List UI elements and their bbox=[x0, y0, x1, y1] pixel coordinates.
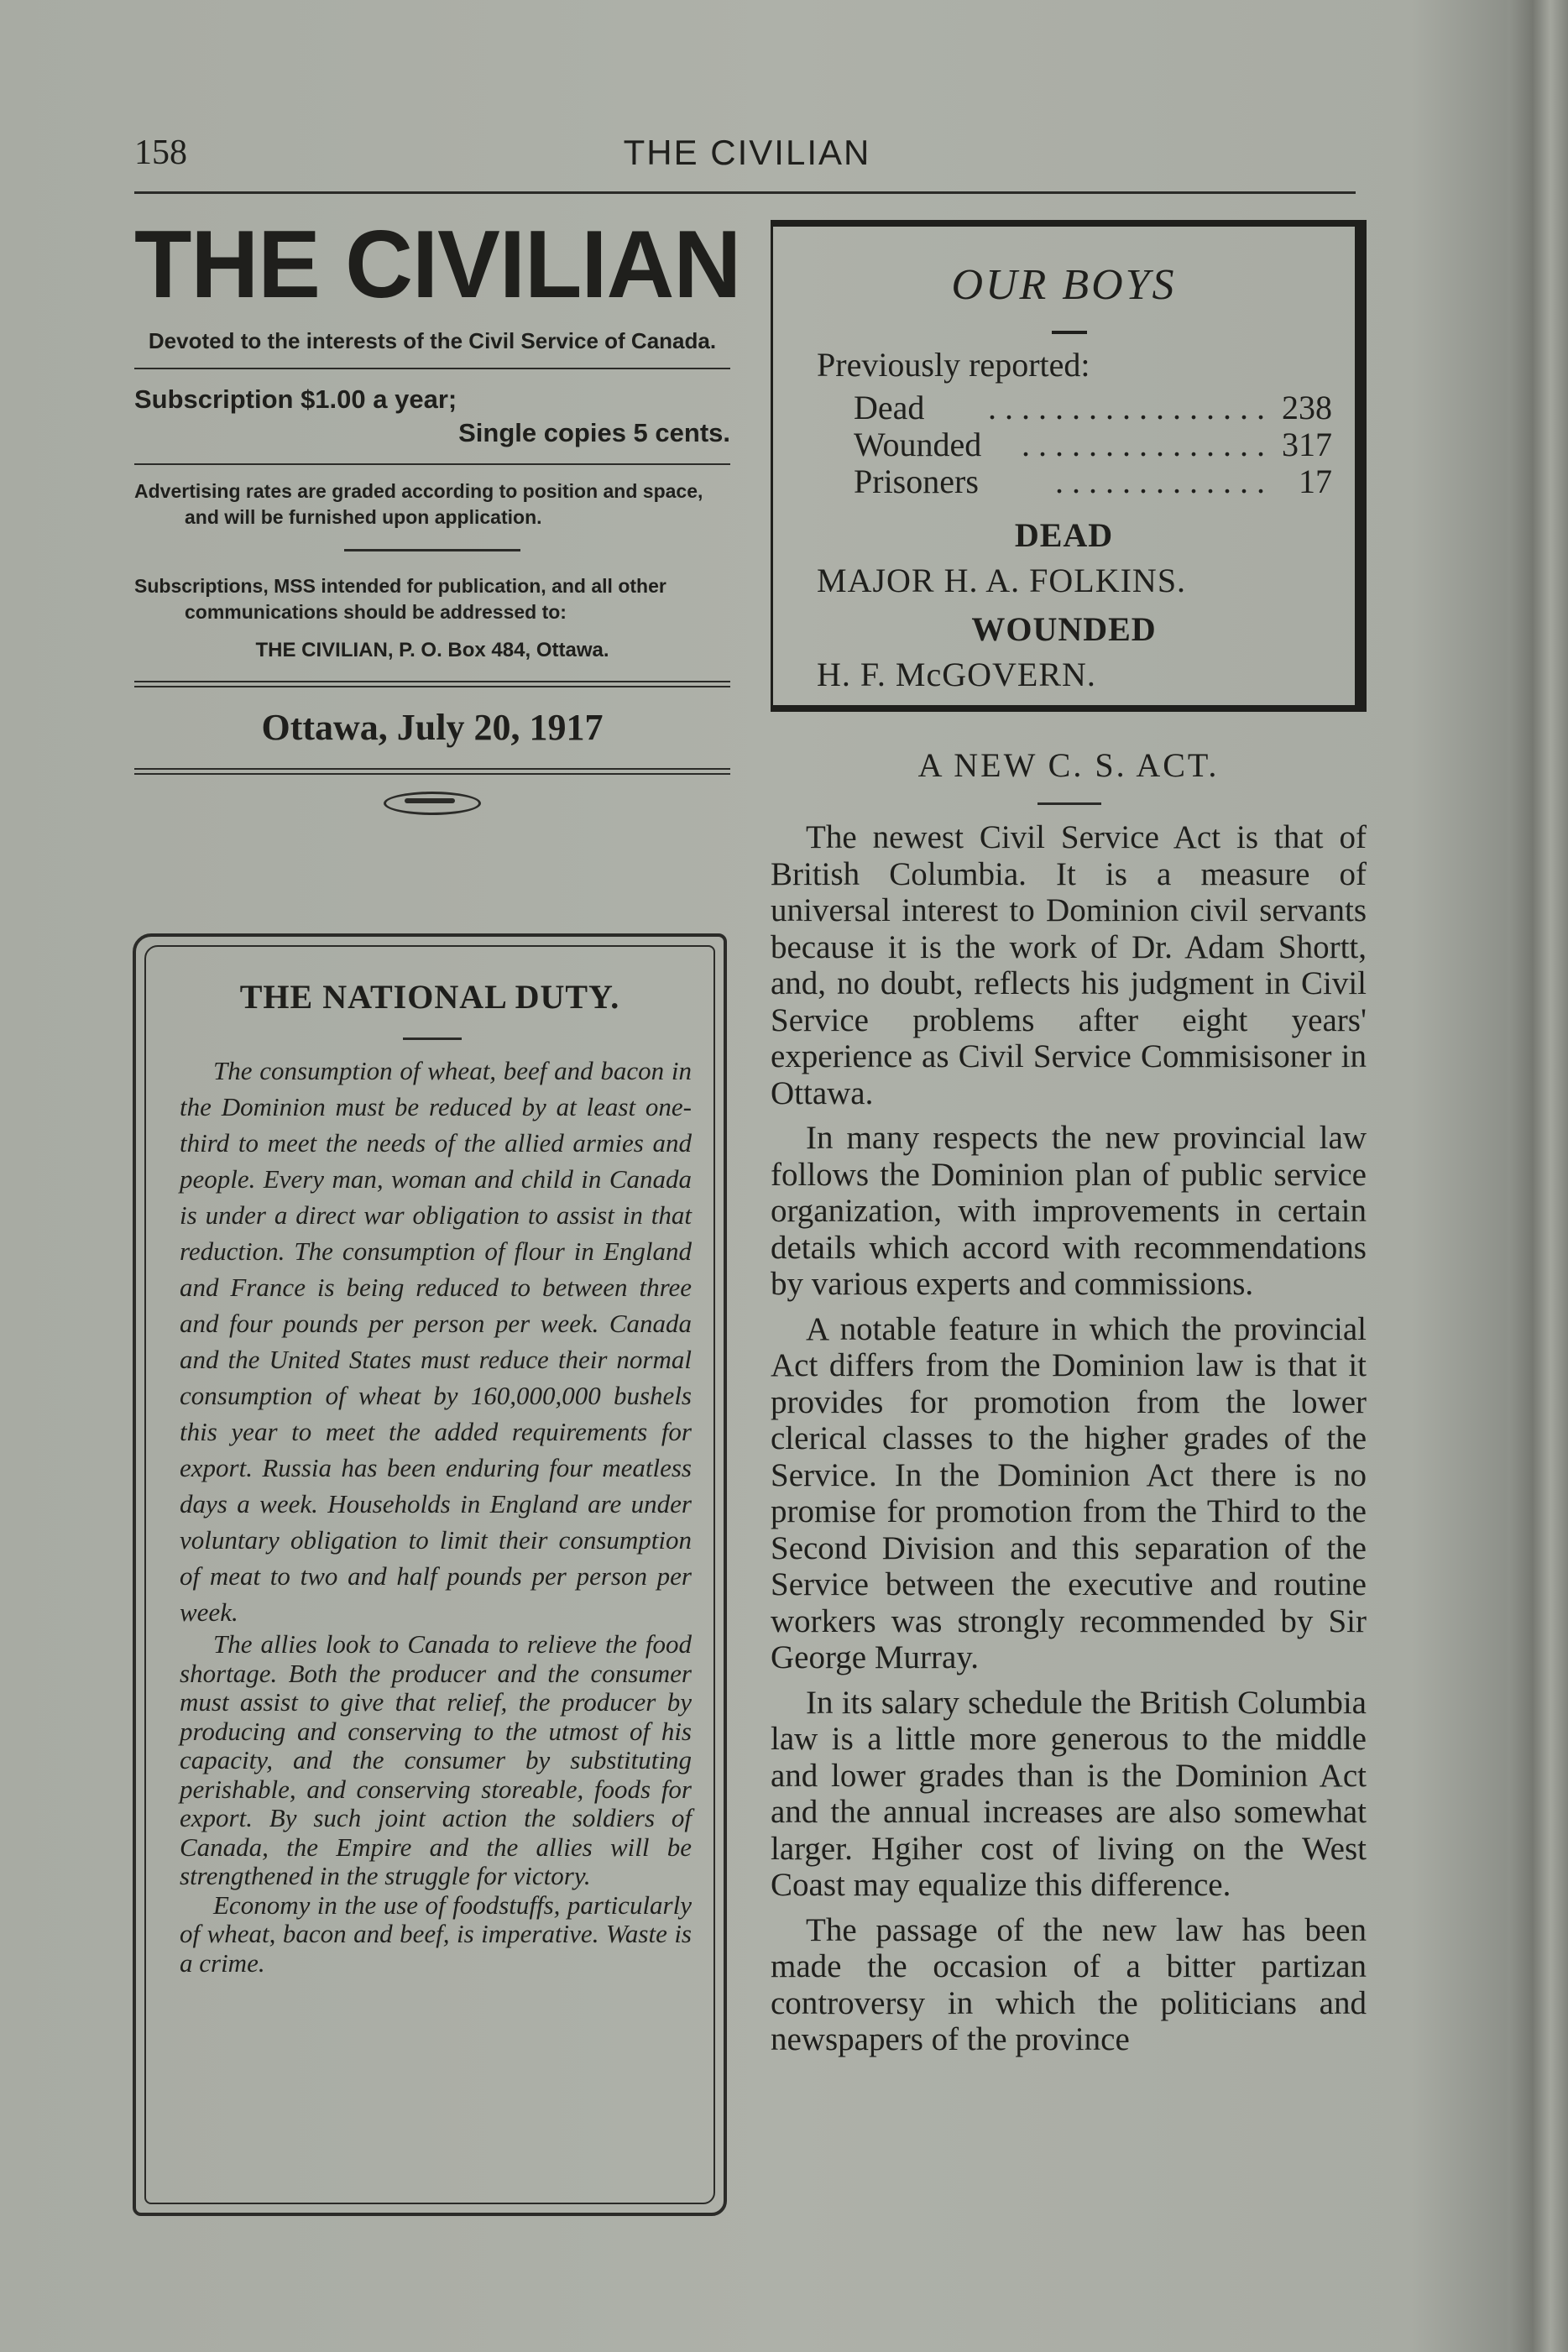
single-copy-price: Single copies 5 cents. bbox=[458, 418, 730, 447]
stat-label: Prisoners bbox=[854, 463, 979, 500]
cs-act-paragraph-2: In many respects the new provincial law follows the Dominion plan of public service organization, with improvements in certain details which accord with recommendations by various experts and commissions. bbox=[771, 1120, 1367, 1302]
cs-act-paragraph-3: A notable feature in which the provincial Act differs from the Dominion law is that it provides for promotion from the lower clerical classes to the higher grades of the Service. In the Dominion Act there is no promise for promotion from the Third to the Second Division and this separation of the Service between the executive and routine workers was strongly recommended by Sir George Murray. bbox=[771, 1310, 1367, 1675]
stat-value: 17 bbox=[1299, 463, 1332, 500]
stat-value: 317 bbox=[1282, 426, 1332, 463]
title-dash bbox=[403, 1037, 462, 1040]
wounded-name: H. F. McGOVERN. bbox=[817, 656, 1096, 693]
cs-act-article bbox=[771, 819, 1367, 2067]
stat-label: Dead bbox=[854, 389, 925, 426]
book-spine-shadow bbox=[1509, 0, 1568, 2352]
running-header bbox=[134, 133, 1360, 183]
ornament-icon bbox=[384, 792, 481, 815]
double-rule bbox=[134, 681, 730, 687]
dead-heading: DEAD bbox=[1014, 516, 1114, 554]
header-rule bbox=[134, 191, 1356, 194]
leader-dots: . . . . . . . . . . . . . bbox=[1055, 463, 1265, 500]
national-duty-paragraph-3: Economy in the use of foodstuffs, particularly of wheat, bacon and beef, is imperative. Waste is a crime. bbox=[180, 1889, 692, 1978]
national-duty-title: THE NATIONAL DUTY. bbox=[239, 978, 620, 1016]
stat-value: 238 bbox=[1282, 389, 1332, 426]
double-rule-2 bbox=[134, 768, 730, 775]
cs-act-title: A NEW C. S. ACT. bbox=[917, 746, 1220, 784]
mailing-address: THE CIVILIAN, P. O. Box 484, Ottawa. bbox=[255, 639, 609, 661]
our-boys-title: OUR BOYS bbox=[951, 261, 1177, 309]
leader-dots: . . . . . . . . . . . . . . . bbox=[1022, 426, 1265, 463]
title-dash bbox=[1037, 802, 1101, 805]
subscriptions-note: Subscriptions, MSS intended for publication, and all other communications should be addressed to: bbox=[134, 575, 666, 623]
dead-name: MAJOR H. A. FOLKINS. bbox=[817, 562, 1187, 599]
subscription-price: Subscription $1.00 a year; bbox=[134, 384, 457, 414]
national-duty-text bbox=[180, 1053, 692, 1978]
title-dash bbox=[1052, 331, 1087, 334]
masthead-title: THE CIVILIAN bbox=[134, 210, 741, 318]
advertising-note: Advertising rates are graded according to position and space, and will be furnished upon application. bbox=[134, 480, 703, 528]
masthead-rule-2 bbox=[134, 463, 730, 465]
national-duty-paragraph-2: The allies look to Canada to relieve the food shortage. Both the producer and the consumer must assist to give that relief, the producer by producing and conserving to the utmost of his capacity, and the consumer by substituting perishable, and conserving storeable, foods for export. By such joint action the soldiers of Canada, the Empire and the allies will be strengthened in the struggle for victory. bbox=[180, 1629, 692, 1890]
masthead bbox=[134, 201, 741, 827]
cs-act-paragraph-1: The newest Civil Service Act is that of British Columbia. It is a measure of universal interest to Dominion civil servants because it is the work of Dr. Adam Shortt, and, no doubt, reflects his judgment in Civil Service problems after eight years' experience as Civil Service Commisisoner in Ottawa. bbox=[771, 819, 1367, 1111]
our-boys-box bbox=[771, 220, 1367, 712]
wounded-heading: WOUNDED bbox=[971, 610, 1157, 648]
national-duty-paragraph-1: The consumption of wheat, beef and bacon in the Dominion must be reduced by at least one-third to meet the needs of the allied armies and people. Every man, woman and child in Canada is under a direct war obligation to assist in that reduction. The consumption of flour in England and France is being reduced to between three and four pounds per person per week. Canada and the United States must reduce their normal consumption of wheat by 160,000,000 bushels this year to meet the added requirements for export. Russia has been enduring four meatless days a week. Households in England are under voluntary obligation to limit their consumption of meat to two and half pounds per person per week. bbox=[180, 1056, 692, 1627]
masthead-rule bbox=[134, 368, 730, 369]
previously-reported: Previously reported: bbox=[817, 346, 1090, 384]
stat-label: Wounded bbox=[854, 426, 982, 463]
cs-act-paragraph-5: The passage of the new law has been made the occasion of a bitter partizan controversy in which the politicians and newspapers of the province bbox=[771, 1911, 1367, 2057]
dateline: Ottawa, July 20, 1917 bbox=[261, 707, 604, 748]
running-title: THE CIVILIAN bbox=[623, 133, 871, 172]
masthead-devoted: Devoted to the interests of the Civil Service of Canada. bbox=[148, 328, 717, 353]
page-number: 158 bbox=[134, 133, 187, 172]
leader-dots: . . . . . . . . . . . . . . . . . bbox=[988, 389, 1265, 426]
short-rule bbox=[344, 549, 520, 551]
national-duty-box bbox=[133, 933, 727, 2216]
cs-act-paragraph-4: In its salary schedule the British Columbia law is a little more generous to the middle and lower grades than is the Dominion Act and the annual increases are also somewhat larger. Hgiher cost of living on the West Coast may equalize this difference. bbox=[771, 1684, 1367, 1903]
